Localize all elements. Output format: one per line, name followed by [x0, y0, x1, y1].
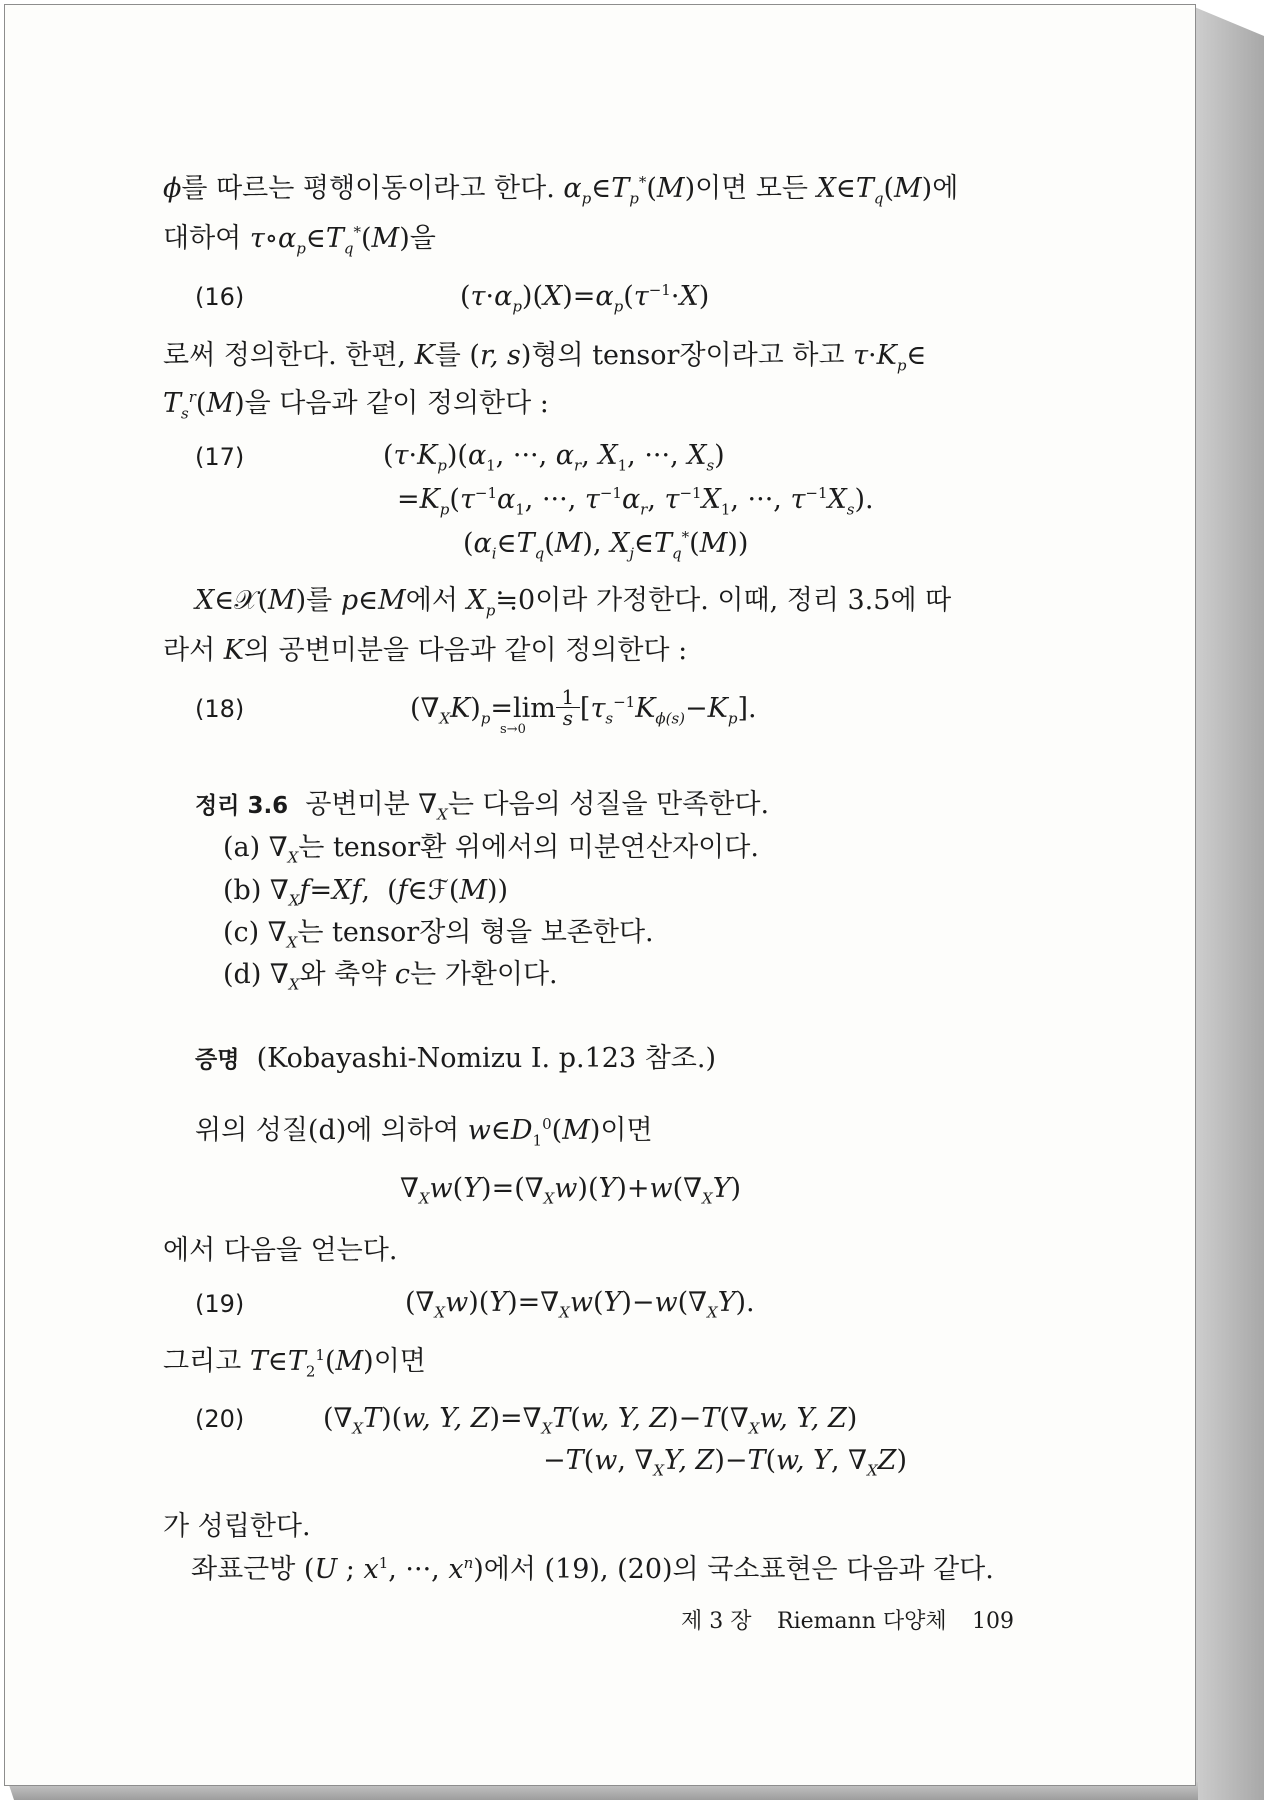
page-number: 109 [972, 1609, 1014, 1634]
text-line-2: 대하여 $\tau\circ\alpha_p\in T_q^*(M)$을 [163, 223, 436, 258]
theorem-title: 정리 3.6 공변미분 $\nabla_X$는 다음의 성질을 만족한다. [195, 789, 770, 824]
text-line-5: X∈𝒳(M)를 p∈M에서 $X_p≒0$이라 가정한다. 이때, 정리 3.5에 따 [195, 585, 952, 620]
text-line-11: 좌표근방 (U ; $x^1$, ···, $x^n$)에서 (19), (20)의 국소표현은 다음과 같다. [191, 1554, 994, 1585]
equation-17-line-3: ($\alpha_i\in T_q(M)$, $X_j\in T_q^*(M)$) [463, 528, 749, 563]
text-line-3: 로써 정의한다. 한편, K를 (r, s)형의 tensor장이라고 하고 $\tau\cdot K_p\in$ [163, 340, 927, 375]
running-footer-title: Riemann 다양체 [777, 1609, 947, 1634]
theorem-item-d: (d) $\nabla_X$와 축약 c는 가환이다. [223, 959, 558, 994]
limit-subscript: s→0 [500, 722, 526, 737]
running-footer-chapter: 제 3 장 [681, 1609, 752, 1634]
theorem-item-a: (a) $\nabla_X$는 tensor환 위에서의 미분연산자이다. [223, 832, 759, 867]
equation-number-19: (19) [195, 1290, 245, 1318]
equation-number-17: (17) [195, 443, 245, 471]
equation-20-line-2: −T(w, $\nabla_XY$, Z)−T(w, Y, $\nabla_XZ$) [543, 1445, 907, 1480]
equation-16: $(\tau\cdot\alpha_p)(X)=\alpha_p(\tau^{-1}\cdot X)$ [460, 281, 710, 316]
text-line-1: ϕ를 따르는 평행이동이라고 한다. $\alpha_p\in T_p^*(M)$이면 모든 $X\in T_q(M)$에 [163, 173, 959, 208]
text-line-6: 라서 K의 공변미분을 다음과 같이 정의한다 : [163, 635, 688, 666]
text-line-9: 그리고 $T\in T_2^1(M)$이면 [163, 1346, 426, 1381]
theorem-item-b: (b) $\nabla_Xf=Xf$, (f∈ℱ(M)) [223, 875, 509, 910]
equation-20-line-1: $(\nabla_XT)(w$, Y, $Z)=\nabla_XT(w$, Y, $Z)-T(\nabla_Xw$, Y, Z) [323, 1403, 858, 1438]
text-line-8: 에서 다음을 얻는다. [163, 1235, 398, 1266]
equation-17-line-1: $(\tau\cdot K_p)(\alpha_1$, ···, $\alpha_r$, $X_1$, ···, $X_s$) [383, 440, 725, 475]
text-line-7: 위의 성질(d)에 의하여 $w\in D_1^0(M)$이면 [195, 1115, 653, 1150]
equation-number-16: (16) [195, 283, 245, 311]
equation-18: $(\nabla_XK)_p=\lim$ $\frac{1}{s}$ $[\tau_s^{-1}K_{\phi(s)}-K_p]$. [410, 685, 757, 730]
book-page [4, 4, 1196, 1786]
theorem-item-c: (c) $\nabla_X$는 tensor장의 형을 보존한다. [223, 917, 654, 952]
text-line-10: 가 성립한다. [163, 1511, 311, 1542]
equation-unnumbered: $\nabla_Xw(Y)=(\nabla_Xw)(Y)+w(\nabla_XY)$ [400, 1173, 742, 1208]
equation-17-line-2: $=K_p(\tau^{-1}\alpha_1$, ···, $\tau^{-1}\alpha_r$, $\tau^{-1}X_1$, ···, $\tau^{-1}X_s$). [397, 484, 874, 519]
equation-19: $(\nabla_Xw)(Y)=\nabla_Xw(Y)-w(\nabla_XY)$. [405, 1287, 755, 1322]
equation-number-20: (20) [195, 1405, 245, 1433]
page-edge-shadow [1192, 6, 1264, 1800]
proof-line: 증명 (Kobayashi-Nomizu Ⅰ. p.123 참조.) [195, 1043, 716, 1074]
text-line-4: $T_s^r(M)$을 다음과 같이 정의한다 : [163, 388, 549, 423]
equation-number-18: (18) [195, 695, 245, 723]
